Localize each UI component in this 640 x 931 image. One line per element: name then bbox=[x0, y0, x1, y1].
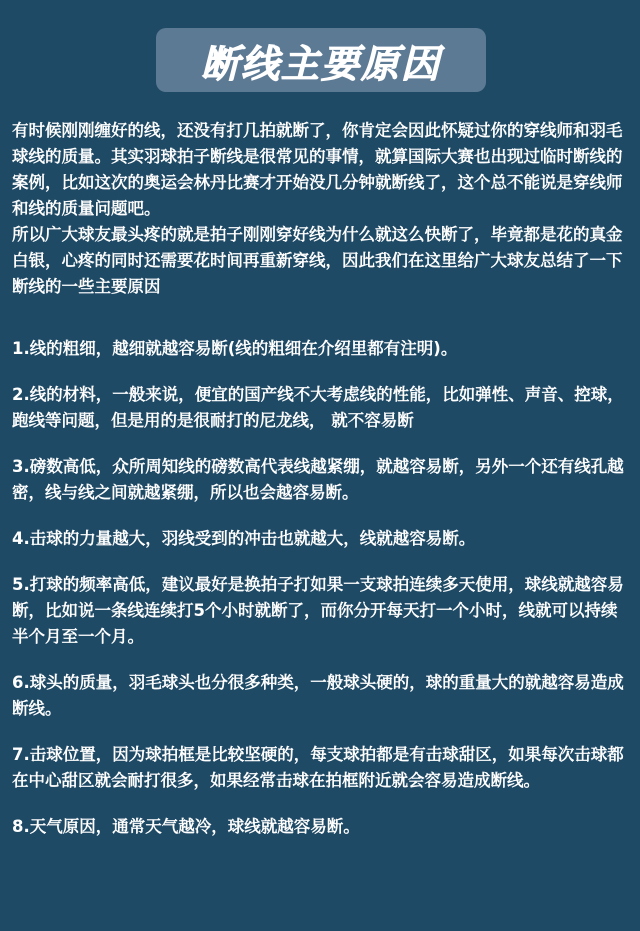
page-title: 断线主要原因 bbox=[200, 41, 441, 86]
reason-item: 7.击球位置，因为球拍框是比较坚硬的，每支球拍都是有击球甜区，如果每次击球都在中心甜区就会耐打很多，如果经常击球在拍框附近就会容易造成断线。 bbox=[12, 745, 624, 790]
reason-item: 4.击球的力量越大，羽线受到的冲击也就越大，线就越容易断。 bbox=[12, 529, 476, 548]
reason-item: 1.线的粗细，越细就越容易断(线的粗细在介绍里都有注明)。 bbox=[12, 339, 458, 358]
reason-item: 6.球头的质量，羽毛球头也分很多种类，一般球头硬的，球的重量大的就越容易造成断线。 bbox=[12, 673, 624, 718]
reason-item: 2.线的材料，一般来说，便宜的国产线不大考虑线的性能，比如弹性、声音、控球，跑线等问题，但是用的是很耐打的尼龙线， 就不容易断 bbox=[12, 385, 624, 430]
reason-item: 8.天气原因，通常天气越冷，球线就越容易断。 bbox=[12, 817, 360, 836]
intro-section bbox=[12, 118, 632, 300]
intro-paragraph: 所以广大球友最头疼的就是拍子刚刚穿好线为什么就这么快断了，毕竟都是花的真金白银，心疼的同时还需要花时间再重新穿线，因此我们在这里给广大球友总结了一下断线的一些主要原因 bbox=[12, 225, 623, 296]
article-body bbox=[12, 118, 632, 840]
intro-paragraph: 有时候刚刚缠好的线，还没有打几拍就断了，你肯定会因此怀疑过你的穿线师和羽毛球线的质量。其实羽球拍子断线是很常见的事情，就算国际大赛也出现过临时断线的案例，比如这次的奥运会林丹比赛才开始没几分钟就断线了，这个总不能说是穿线师和线的质量问题吧。 bbox=[12, 121, 623, 218]
title-banner bbox=[156, 28, 486, 92]
reason-item: 5.打球的频率高低，建议最好是换拍子打如果一支球拍连续多天使用，球线就越容易断，比如说一条线连续打5个小时就断了，而你分开每天打一个小时，线就可以持续半个月至一个月。 bbox=[12, 575, 624, 646]
reason-item: 3.磅数高低，众所周知线的磅数高代表线越紧绷，就越容易断，另外一个还有线孔越密，线与线之间就越紧绷，所以也会越容易断。 bbox=[12, 457, 624, 502]
